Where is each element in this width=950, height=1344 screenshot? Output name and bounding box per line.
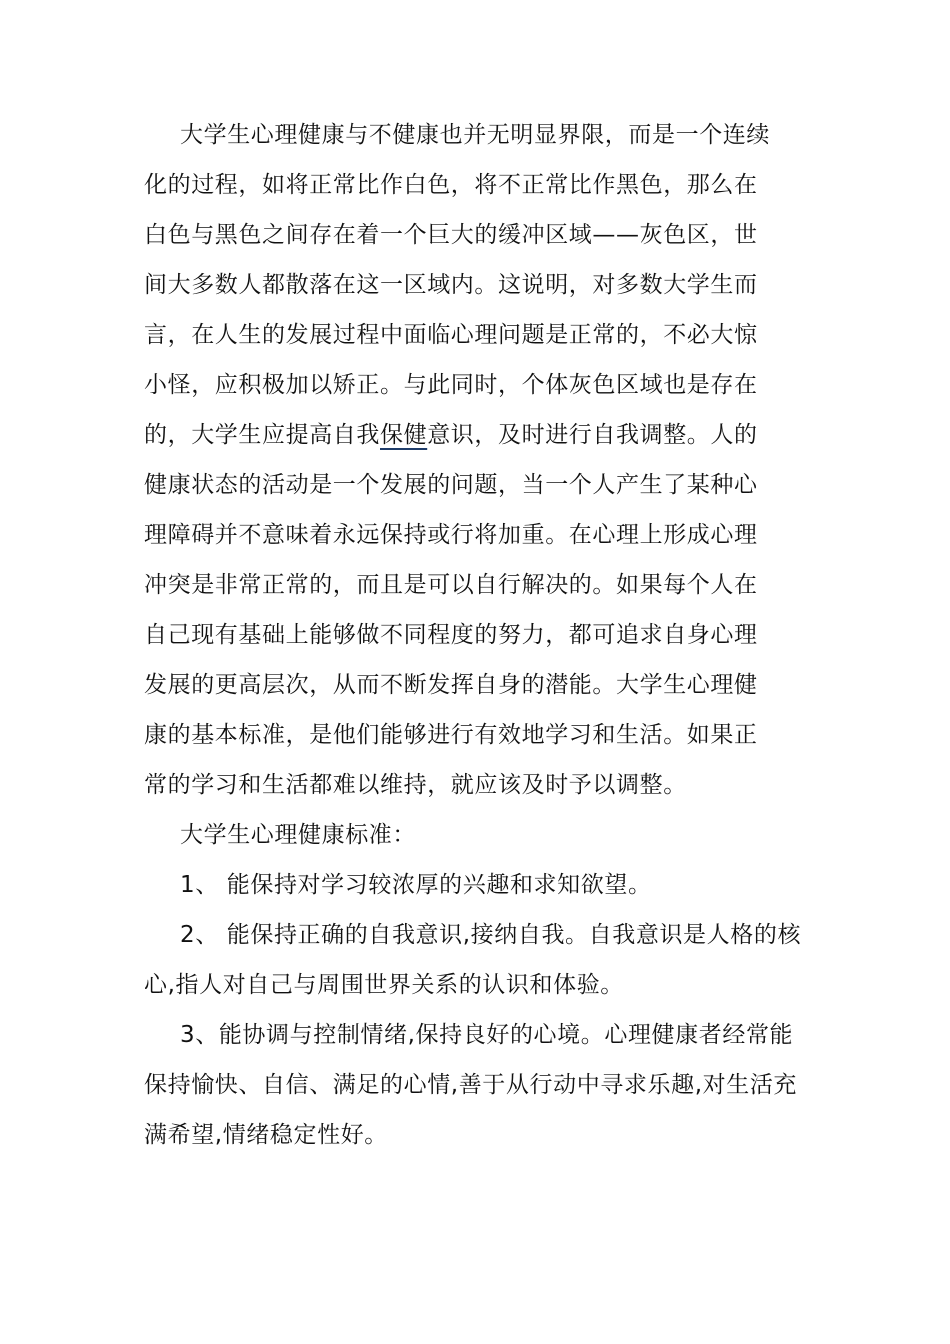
standard-item-2: [144, 910, 808, 1010]
standards-heading: 大学生心理健康标准：: [180, 822, 416, 848]
text-line: 保持愉快、自信、满足的心情,善于从行动中寻求乐趣,对生活充: [144, 1072, 798, 1098]
text-line: 自己现有基础上能够做不同程度的努力，都可追求自身心理: [144, 622, 758, 648]
text-line: 2、 能保持正确的自我意识,接纳自我。自我意识是人格的核: [180, 922, 802, 948]
text-line: 白色与黑色之间存在着一个巨大的缓冲区域——灰色区，世: [144, 222, 758, 248]
text-line: 1、 能保持对学习较浓厚的兴趣和求知欲望。: [180, 872, 652, 898]
text-line: [144, 410, 808, 460]
standard-item-1: [144, 860, 808, 910]
text-line: 间大多数人都散落在这一区域内。这说明，对多数大学生而: [144, 272, 758, 298]
standard-item-3: [144, 1010, 808, 1160]
text-line: 健康状态的活动是一个发展的问题，当一个人产生了某种心: [144, 472, 758, 498]
text-line: 心,指人对自己与周围世界关系的认识和体验。: [144, 972, 624, 998]
text-line: 满希望,情绪稳定性好。: [144, 1122, 388, 1148]
paragraph-mental-health-continuum: [144, 110, 808, 810]
text-line: 言，在人生的发展过程中面临心理问题是正常的，不必大惊: [144, 322, 758, 348]
text-line: 小怪，应积极加以矫正。与此同时，个体灰色区域也是存在: [144, 372, 758, 398]
text-line: 化的过程，如将正常比作白色，将不正常比作黑色，那么在: [144, 172, 758, 198]
text-line: 发展的更高层次，从而不断发挥自身的潜能。大学生心理健: [144, 672, 758, 698]
document-body: [144, 110, 808, 1160]
text-segment: 意识，及时进行自我调整。人的: [427, 422, 758, 448]
text-segment: 的，大学生应提高自我: [144, 422, 380, 448]
text-line: 冲突是非常正常的，而且是可以自行解决的。如果每个人在: [144, 572, 758, 598]
text-line: 大学生心理健康与不健康也并无明显界限，而是一个连续: [180, 122, 770, 148]
underlined-word: 保健: [380, 422, 428, 448]
text-line: 3、能协调与控制情绪,保持良好的心境。心理健康者经常能: [180, 1022, 794, 1048]
text-line: 康的基本标准，是他们能够进行有效地学习和生活。如果正: [144, 722, 758, 748]
text-line: 理障碍并不意味着永远保持或行将加重。在心理上形成心理: [144, 522, 758, 548]
text-line: 常的学习和生活都难以维持，就应该及时予以调整。: [144, 772, 687, 798]
